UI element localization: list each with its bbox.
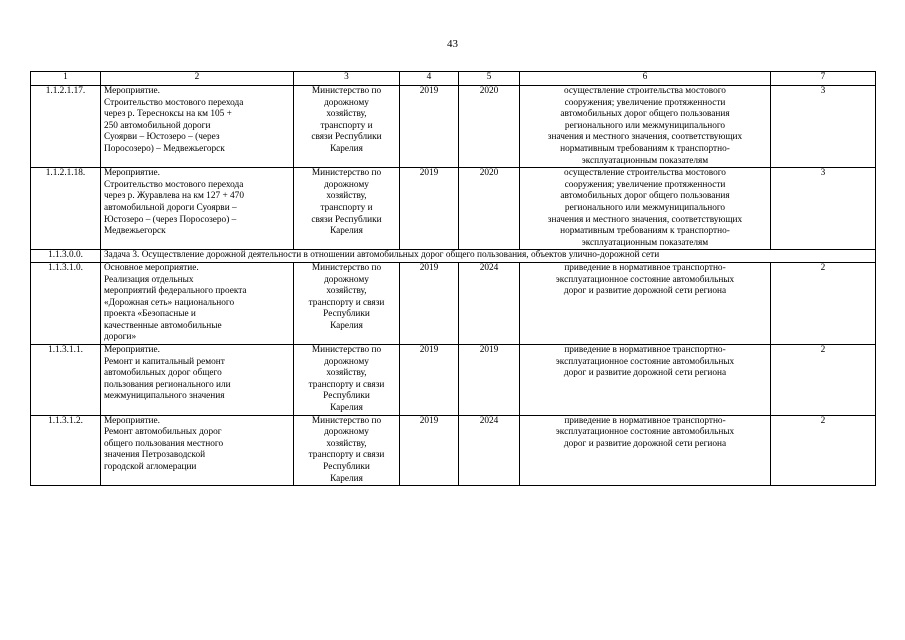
page-number: 43	[447, 38, 458, 50]
row-result	[520, 345, 771, 416]
result-line: дорог и развитие дорожной сети региона	[563, 438, 727, 449]
ministry-line: дорожному	[324, 179, 369, 190]
row-start-year: 2019	[400, 86, 459, 168]
col-header-1: 1	[31, 72, 101, 86]
row-start-year: 2019	[400, 415, 459, 486]
result-line: дорог и развитие дорожной сети региона	[563, 368, 727, 379]
row-ministry	[294, 86, 400, 168]
ministry-line: хозяйству,	[326, 109, 367, 120]
table-row	[31, 262, 876, 344]
result-line: сооружения; увеличение протяженности	[564, 97, 726, 108]
measure-line: Реализация отдельных	[104, 274, 194, 285]
row-code: 1.1.2.1.17.	[31, 86, 101, 168]
col-header-4: 4	[400, 72, 459, 86]
header-row	[31, 72, 876, 86]
measures-table	[30, 71, 876, 486]
result-line: эксплуатационным показателям	[581, 155, 709, 166]
ministry-line: Республики	[323, 309, 370, 320]
measure-line: общего пользования местного	[104, 438, 224, 449]
ministry-line: Министерство по	[311, 86, 382, 96]
table-row	[31, 168, 876, 250]
measure-line: Юстозеро – (через Поросозеро) –	[104, 214, 237, 225]
row-target: 2	[771, 345, 876, 416]
row-result	[520, 86, 771, 168]
ministry-line: Карелия	[330, 143, 363, 154]
row-measure	[101, 168, 294, 250]
ministry-line: транспорту и связи	[308, 379, 385, 390]
ministry-line: хозяйству,	[326, 286, 367, 297]
measure-line: Ремонт и капитальный ремонт	[104, 356, 225, 367]
row-start-year: 2019	[400, 262, 459, 344]
result-line: нормативным требованиям к транспортно-	[560, 226, 730, 237]
ministry-line: Республики	[323, 462, 370, 472]
result-line: нормативным требованиям к транспортно-	[560, 143, 730, 154]
ministry-line: транспорту и связи	[308, 297, 385, 308]
measure-line: Ремонт автомобильных дорог	[104, 427, 222, 438]
row-ministry	[294, 262, 400, 344]
row-target: 2	[771, 415, 876, 486]
row-measure	[101, 345, 294, 416]
result-line: осуществление строительства мостового	[564, 86, 726, 96]
measure-line: пользования регионального или	[104, 379, 231, 390]
col-header-5: 5	[459, 72, 520, 86]
col-header-2: 2	[101, 72, 294, 86]
ministry-line: связи Республики	[311, 132, 382, 143]
measure-line: автомобильной дороги Суоярви –	[104, 202, 237, 213]
row-start-year: 2019	[400, 345, 459, 416]
result-line: значения и местного значения, соответствующих	[547, 132, 743, 143]
measure-line: значения Петрозаводской	[104, 450, 206, 461]
result-line: регионального или межмуниципального	[564, 202, 726, 213]
ministry-line: Карелия	[330, 473, 363, 484]
measure-line: Суоярви – Юстозеро – (через	[104, 132, 220, 143]
row-code: 1.1.3.1.0.	[31, 262, 101, 344]
result-line: эксплуатационное состояние автомобильных	[555, 356, 735, 367]
measure-line: Мероприятие.	[104, 86, 160, 96]
row-result	[520, 168, 771, 250]
col-header-7: 7	[771, 72, 876, 86]
row-code: 1.1.3.1.2.	[31, 415, 101, 486]
ministry-line: связи Республики	[311, 214, 382, 225]
measure-line: мероприятий федерального проекта	[104, 286, 247, 297]
table-row	[31, 86, 876, 168]
row-ministry	[294, 168, 400, 250]
row-result	[520, 415, 771, 486]
result-line: значения и местного значения, соответствующих	[547, 214, 743, 225]
row-code: 1.1.2.1.18.	[31, 168, 101, 250]
ministry-line: хозяйству,	[326, 438, 367, 449]
ministry-line: Министерство по	[311, 415, 382, 426]
result-line: приведение в нормативное транспортно-	[564, 415, 726, 426]
ministry-line: Карелия	[330, 403, 363, 414]
col-header-3: 3	[294, 72, 400, 86]
col-header-6: 6	[520, 72, 771, 86]
row-measure	[101, 86, 294, 168]
row-ministry	[294, 415, 400, 486]
ministry-line: дорожному	[324, 427, 369, 438]
ministry-line: транспорту и связи	[308, 450, 385, 461]
ministry-line: Карелия	[330, 226, 363, 237]
measure-line: Строительство мостового перехода	[104, 179, 244, 190]
task-row	[31, 250, 876, 263]
row-end-year: 2019	[459, 345, 520, 416]
ministry-line: Республики	[323, 391, 370, 402]
result-line: сооружения; увеличение протяженности	[564, 179, 726, 190]
measure-line: дороги»	[104, 332, 137, 343]
ministry-line: дорожному	[324, 97, 369, 108]
row-target: 3	[771, 168, 876, 250]
task-text: Задача 3. Осуществление дорожной деятельности в отношении автомобильных дорог общего пользования, объектов улично-дорожной сети	[101, 250, 876, 263]
measure-line: Поросозеро) – Медвежьегорск	[104, 143, 225, 154]
row-code: 1.1.3.1.1.	[31, 345, 101, 416]
task-code: 1.1.3.0.0.	[31, 250, 101, 263]
result-line: приведение в нормативное транспортно-	[564, 262, 726, 273]
ministry-line: дорожному	[324, 356, 369, 367]
result-line: эксплуатационное состояние автомобильных	[555, 427, 735, 438]
ministry-line: хозяйству,	[326, 368, 367, 379]
result-line: автомобильных дорог общего пользования	[560, 191, 730, 202]
measure-line: качественные автомобильные	[104, 320, 222, 331]
row-end-year: 2020	[459, 168, 520, 250]
measure-line: Медвежьегорск	[104, 226, 166, 237]
result-line: автомобильных дорог общего пользования	[560, 109, 730, 120]
row-measure	[101, 262, 294, 344]
result-line: эксплуатационным показателям	[581, 237, 709, 248]
table-row	[31, 345, 876, 416]
ministry-line: дорожному	[324, 274, 369, 285]
measure-line: межмуниципального значения	[104, 391, 225, 402]
measure-line: автомобильных дорог общего	[104, 368, 222, 379]
row-target: 2	[771, 262, 876, 344]
result-line: регионального или межмуниципального	[564, 120, 726, 131]
result-line: осуществление строительства мостового	[564, 168, 726, 179]
ministry-line: хозяйству,	[326, 191, 367, 202]
result-line: дорог и развитие дорожной сети региона	[563, 286, 727, 297]
measure-line: Мероприятие.	[104, 345, 160, 356]
measure-line: Основное мероприятие.	[104, 262, 199, 273]
row-end-year: 2020	[459, 86, 520, 168]
measure-line: Мероприятие.	[104, 415, 160, 426]
row-ministry	[294, 345, 400, 416]
measure-line: Строительство мостового перехода	[104, 97, 244, 108]
ministry-line: Карелия	[330, 320, 363, 331]
measure-line: через р. Журавлева на км 127 + 470	[104, 191, 244, 202]
ministry-line: транспорту и	[320, 202, 373, 213]
row-end-year: 2024	[459, 262, 520, 344]
measure-line: проекта «Безопасные и	[104, 309, 196, 320]
ministry-line: Министерство по	[311, 262, 382, 273]
ministry-line: Министерство по	[311, 345, 382, 356]
ministry-line: Министерство по	[311, 168, 382, 179]
table-row	[31, 415, 876, 486]
measure-line: городской агломерации	[104, 462, 197, 472]
row-target: 3	[771, 86, 876, 168]
measure-line: через р. Тересноксы на км 105 +	[104, 109, 232, 120]
result-line: приведение в нормативное транспортно-	[564, 345, 726, 356]
ministry-line: транспорту и	[320, 120, 373, 131]
row-end-year: 2024	[459, 415, 520, 486]
row-start-year: 2019	[400, 168, 459, 250]
measure-line: «Дорожная сеть» национального	[104, 297, 235, 308]
measure-line: 250 автомобильной дороги	[104, 120, 211, 131]
row-result	[520, 262, 771, 344]
row-measure	[101, 415, 294, 486]
measure-line: Мероприятие.	[104, 168, 160, 179]
result-line: эксплуатационное состояние автомобильных	[555, 274, 735, 285]
